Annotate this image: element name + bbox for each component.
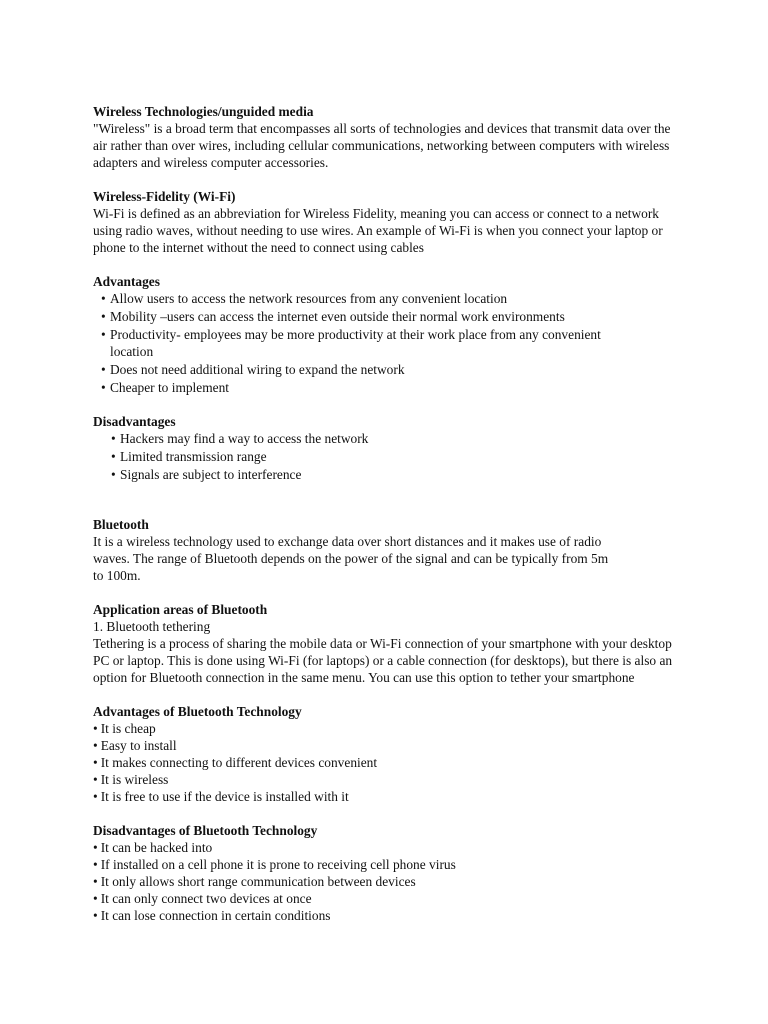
list-item: • Hackers may find a way to access the network (111, 431, 369, 446)
list-item: • It makes connecting to different devices convenient (93, 755, 378, 770)
list-advantages (93, 290, 683, 396)
list-item: • It can be hacked into (93, 840, 213, 855)
bullet-icon: • (93, 857, 98, 872)
section-bt-applications (93, 601, 683, 686)
paragraph-tethering: Tethering is a process of sharing the mobile data or Wi-Fi connection of your smartphone with your desktop PC or laptop. This is done using Wi-Fi (for laptops) or a cable connection (for desktops), but there is also an option for Bluetooth connection in the same menu. You can use this option to tether your smartphone (93, 636, 673, 685)
heading-bluetooth: Bluetooth (93, 517, 149, 532)
list-item: • Signals are subject to interference (111, 467, 302, 482)
section-bt-disadvantages (93, 822, 683, 924)
list-disadvantages (93, 430, 683, 483)
bullet-icon: • (93, 908, 98, 923)
list-item: • Limited transmission range (111, 449, 267, 464)
list-item: • It can only connect two devices at once (93, 891, 312, 906)
bullet-icon: • (101, 380, 106, 395)
list-item: • Cheaper to implement (101, 380, 229, 395)
bullet-icon: • (93, 755, 98, 770)
heading-wireless: Wireless Technologies/unguided media (93, 104, 314, 119)
paragraph-wireless: "Wireless" is a broad term that encompasses all sorts of technologies and devices that transmit data over the air rather than over wires, including cellular communications, networking between computers with wireless adapters and wireless computer accessories. (93, 121, 671, 170)
bullet-icon: • (93, 891, 98, 906)
document-page (93, 103, 683, 941)
bullet-icon: • (101, 327, 106, 342)
bullet-icon: • (93, 721, 98, 736)
heading-advantages: Advantages (93, 274, 160, 289)
list-item: • Allow users to access the network resources from any convenient location (101, 291, 508, 306)
application-item: 1. Bluetooth tethering (93, 619, 211, 634)
heading-wifi: Wireless-Fidelity (Wi-Fi) (93, 189, 236, 204)
list-bt-advantages (93, 720, 683, 805)
paragraph-bluetooth: It is a wireless technology used to exchange data over short distances and it makes use of radio waves. The range of Bluetooth depends on the power of the signal and can be typically from 5m to 100m. (93, 534, 609, 583)
bullet-icon: • (93, 738, 98, 753)
section-advantages (93, 273, 683, 396)
bullet-icon: • (101, 309, 106, 324)
list-item: • Easy to install (93, 738, 177, 753)
bullet-icon: • (93, 789, 98, 804)
heading-bt-disadvantages: Disadvantages of Bluetooth Technology (93, 823, 318, 838)
list-bt-disadvantages (93, 839, 683, 924)
bullet-icon: • (111, 431, 116, 446)
list-item: • It is free to use if the device is installed with it (93, 789, 349, 804)
list-item: • It can lose connection in certain conditions (93, 908, 331, 923)
heading-bt-advantages: Advantages of Bluetooth Technology (93, 704, 302, 719)
section-bluetooth (93, 516, 683, 584)
heading-disadvantages: Disadvantages (93, 414, 176, 429)
heading-bt-applications: Application areas of Bluetooth (93, 602, 268, 617)
list-item: • Mobility –users can access the internet even outside their normal work environments (101, 309, 565, 324)
list-item: • It is wireless (93, 772, 169, 787)
bullet-icon: • (111, 467, 116, 482)
list-item: • It is cheap (93, 721, 156, 736)
section-wireless (93, 103, 683, 171)
list-item: • It only allows short range communication between devices (93, 874, 416, 889)
bullet-icon: • (93, 874, 98, 889)
bullet-icon: • (101, 291, 106, 306)
section-bt-advantages (93, 703, 683, 805)
bullet-icon: • (111, 449, 116, 464)
bullet-icon: • (93, 772, 98, 787)
section-wifi (93, 188, 683, 256)
bullet-icon: • (101, 362, 106, 377)
section-disadvantages (93, 413, 683, 483)
bullet-icon: • (93, 840, 98, 855)
list-item: • Does not need additional wiring to expand the network (101, 362, 405, 377)
paragraph-wifi: Wi-Fi is defined as an abbreviation for Wireless Fidelity, meaning you can access or connect to a network using radio waves, without needing to use wires. An example of Wi-Fi is when you connect your laptop or phone to the internet without the need to connect using cables (93, 206, 663, 255)
list-item: • If installed on a cell phone it is prone to receiving cell phone virus (93, 857, 456, 872)
list-item: • Productivity- employees may be more productivity at their work place from any convenient location (101, 327, 601, 359)
